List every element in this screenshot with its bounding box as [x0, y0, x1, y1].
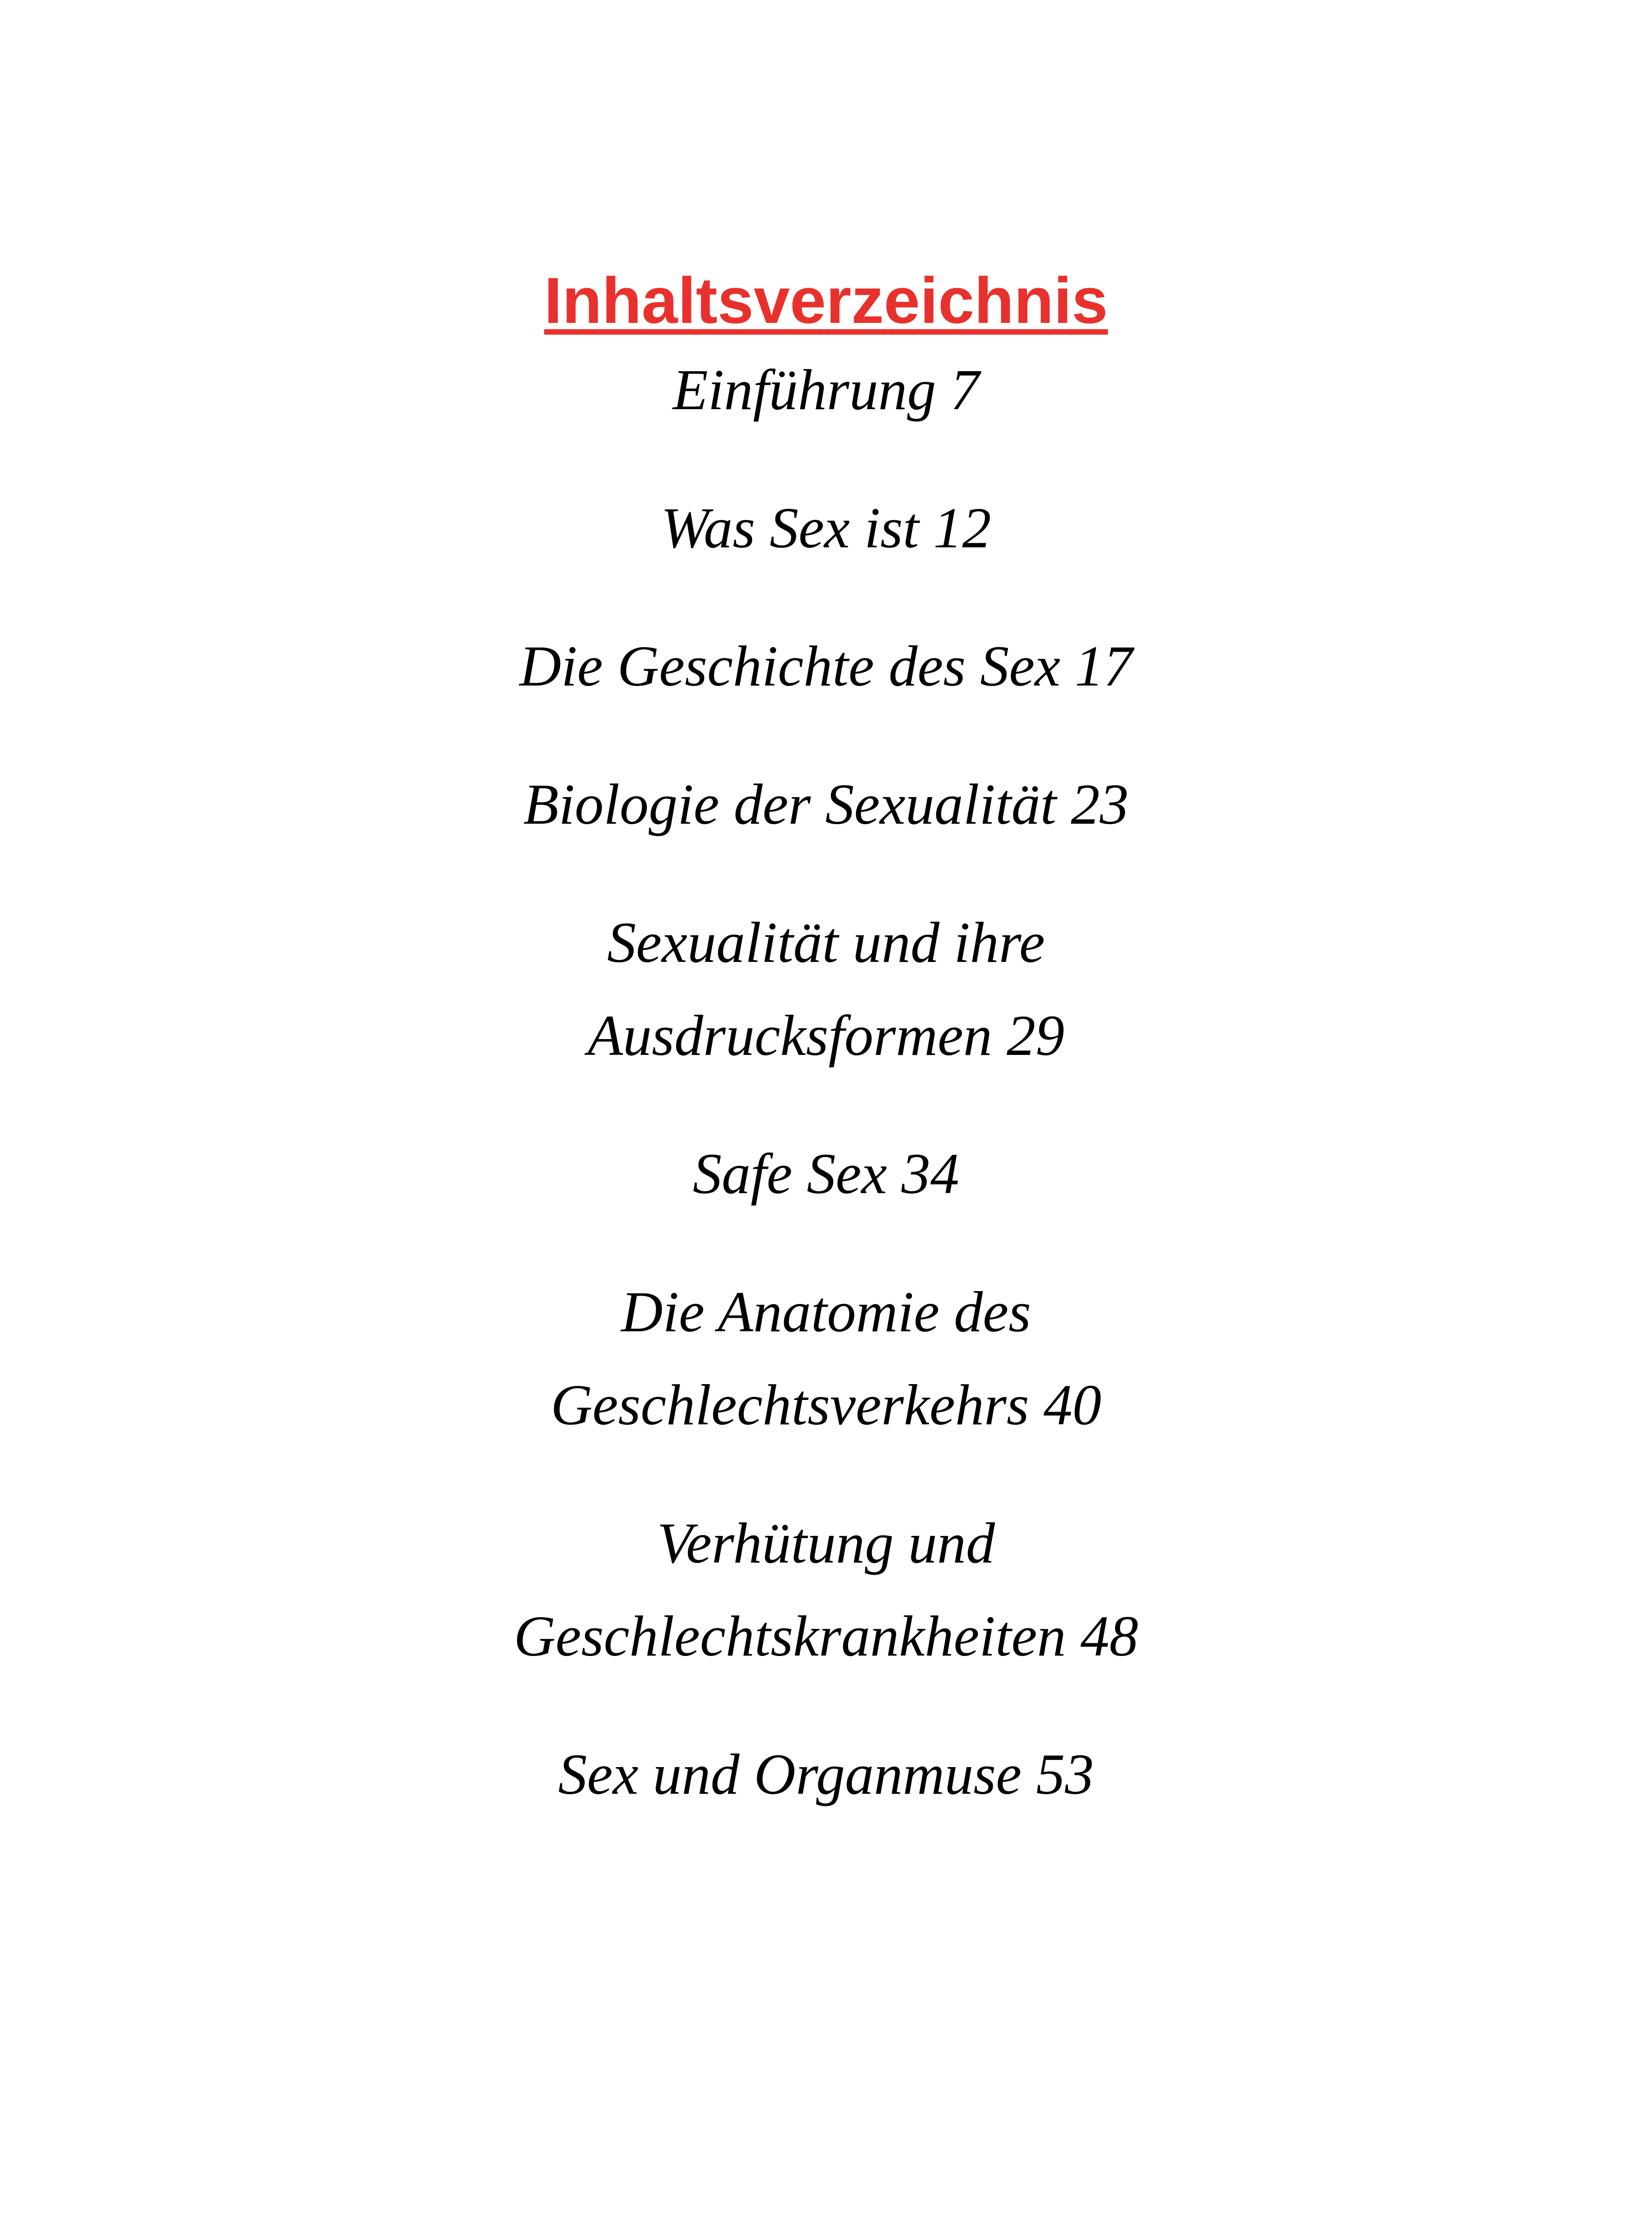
toc-entry-safe-sex: Safe Sex 34 — [693, 1142, 959, 1206]
toc-entry-ausdrucksformen: Sexualität und ihre Ausdrucksformen 29 — [588, 910, 1064, 1068]
toc-entry-was-sex-ist: Was Sex ist 12 — [661, 496, 991, 560]
toc-entry-verhuetung: Verhütung und Geschlechtskrankheiten 48 — [513, 1511, 1139, 1668]
toc-entry-einfuehrung: Einführung 7 — [672, 358, 980, 422]
toc-list — [0, 343, 1652, 1866]
toc-entry-anatomie: Die Anatomie des Geschlechtsverkehrs 40 — [551, 1280, 1101, 1437]
toc-entry-geschichte: Die Geschichte des Sex 17 — [519, 634, 1133, 698]
toc-entry-organmuse: Sex und Organmuse 53 — [558, 1742, 1094, 1806]
toc-entry-biologie: Biologie der Sexualität 23 — [523, 772, 1129, 836]
toc-title: Inhaltsverzeichnis — [544, 264, 1108, 337]
